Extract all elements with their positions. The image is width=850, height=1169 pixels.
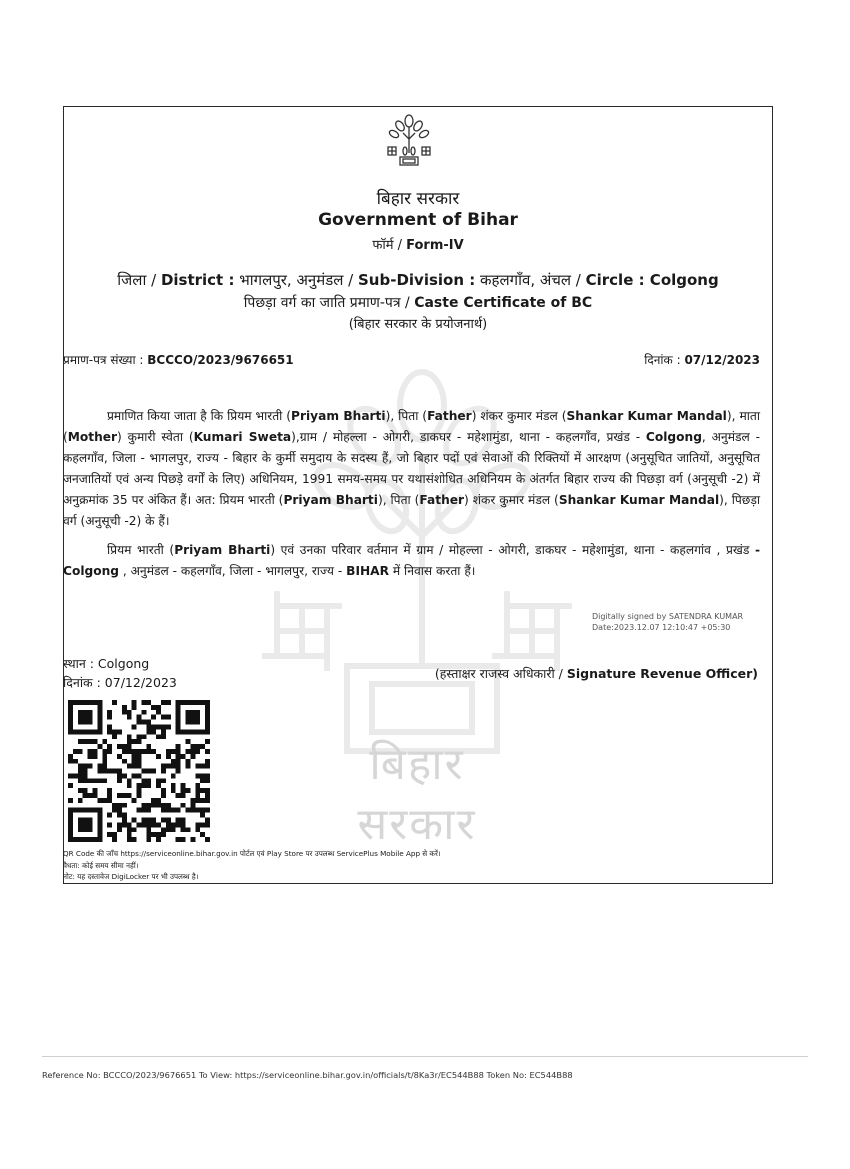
text-span: ), पिछड़ा वर्ग (अनुसूची -2) के हैं। [63,493,760,528]
footer-reference: Reference No: BCCCO/2023/9676651 To View: https://serviceonline.bihar.gov.in/officials/t/8Ka3r/EC544B88 Token No: EC544B88 [42,1070,573,1080]
cert-type-hindi: पिछड़ा वर्ग का जाति प्रमाण-पत्र / [243,295,415,311]
certification-paragraph [63,406,760,532]
header-title-hindi: बिहार सरकार [376,189,460,209]
form-label-english: Form-IV [406,238,464,253]
circle-label: Circle : Colgong [585,271,719,289]
certificate-type [63,293,773,312]
subdivision-label: Sub-Division : [358,271,476,289]
certificate-purpose: (बिहार सरकार के प्रयोजनार्थ) [348,317,488,332]
mother-name: Kumari Sweta [193,430,292,444]
applicant-name: Priyam Bharti [283,493,378,507]
digital-signature [592,611,743,633]
subdivision-value: कहलगाँव, अंचल / [475,271,586,289]
text-span: ), पिता ( [385,409,428,423]
applicant-name: Priyam Bharti [174,543,271,557]
form-number [63,235,773,253]
note-digilocker: नोट: यह दस्तावेज DigiLocker पर भी उपलब्ध है। [63,872,199,881]
text-span: प्रियम भारती ( [107,543,175,557]
mother-label: Mother [67,430,118,444]
officer-label-hindi: (हस्ताक्षर राजस्व अधिकारी / [434,666,567,681]
issue-date-label: दिनांक : [644,353,685,367]
applicant-name: Priyam Bharti [291,409,386,423]
father-name: Shankar Kumar Mandal [558,493,720,507]
text-span: , अनुमंडल - कहलगाँव, जिला - भागलपुर, राज्य - [119,564,347,578]
digital-signature-date: Date:2023.12.07 12:10:47 +05:30 [592,623,731,632]
place-date-block [63,654,177,692]
verification-notes [63,848,441,883]
block-name: Colgong [645,430,702,444]
text-span: ), माता ( [63,409,760,444]
cert-number-value: BCCCO/2023/9676651 [147,353,294,367]
text-span: ) एवं उनका परिवार वर्तमान में ग्राम / मोहल्ला - ओगरी, डाकघर - महेशामुंडा, थाना - कहलगांव , प्रखंड [270,543,755,557]
district-label: District : [160,271,235,289]
block-name: - Colgong [63,543,761,578]
bihar-emblem-icon [386,113,432,167]
form-label-hindi: फॉर्म / [372,238,407,253]
father-name: Shankar Kumar Mandal [566,409,727,423]
officer-label-english: Signature Revenue Officer) [566,666,758,681]
text-span: में निवास करता हैं। [389,564,476,578]
text-span: ) शंकर कुमार मंडल ( [464,493,559,507]
text-span: ),ग्राम / मोहल्ला - ओगरी, डाकघर - महेशामुंडा, थाना - कहलगाँव, प्रखंड - [291,430,646,444]
place: स्थान : Colgong [63,656,150,671]
issue-date [644,351,760,368]
father-label: Father [427,409,472,423]
cert-type-english: Caste Certificate of BC [414,295,593,311]
signed-date: दिनांक : 07/12/2023 [63,675,177,690]
cert-number-label: प्रमाण-पत्र संख्या : [63,353,148,367]
district-value: भागलपुर, अनुमंडल / [234,271,358,289]
text-span: प्रमाणित किया जाता है कि प्रियम भारती ( [107,409,292,423]
header-title-english: Government of Bihar [318,210,518,230]
issue-date-value: 07/12/2023 [684,353,760,367]
father-label: Father [419,493,465,507]
watermark-text: बिहार सरकार [357,739,477,850]
state-name: BIHAR [346,564,389,578]
qr-code[interactable] [68,700,210,842]
digital-signature-name: Digitally signed by SATENDRA KUMAR [592,612,744,621]
text-span: ), पिता ( [377,493,420,507]
location-line [63,270,773,290]
note-qr-verify: QR Code की जाँच https://serviceonline.bihar.gov.in पोर्टल एवं Play Store पर उपलब्ध ServicePlus Mobile App से करें। [63,849,441,858]
certificate-number [63,351,294,368]
residence-paragraph [63,540,760,582]
text-span: ) शंकर कुमार मंडल ( [471,409,567,423]
district-prefix: जिला / [117,271,161,289]
signature-officer [435,665,758,682]
note-validity: वैधता: कोई समय सीमा नहीं। [63,860,139,870]
footer-divider [42,1056,808,1057]
text-span: , अनुमंडल - कहलगाँव, जिला - भागलपुर, राज्य - बिहार के कुर्मी समुदाय के सदस्य हैं, जो बिहार पदों एवं सेवाओं की रिक्तियों में आरक्षण (अनुसूचित जातियों, अनुसूचित जनजातियों एवं अन्य पिछड़े वर्गों के लिए) अधिनियम, 1991 समय-समय पर यथासंशोधित अधिनियम के अंतर्गत बिहार राज्य की पिछड़ा वर्ग (अनुसूची -2) में अनुक्रमांक 35 पर अंकित हैं। अत: प्रियम भारती ( [63,430,760,507]
text-span: ) कुमारी स्वेता ( [117,430,194,444]
